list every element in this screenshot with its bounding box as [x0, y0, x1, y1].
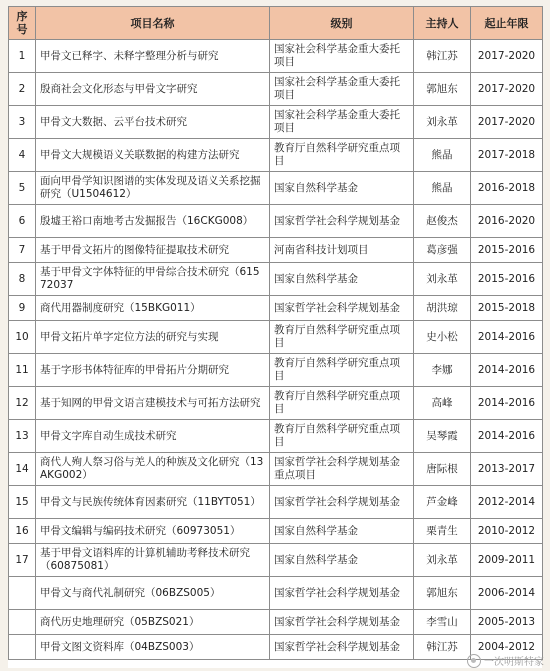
cell-years: 2014-2016 — [471, 354, 543, 387]
cell-host: 郭旭东 — [414, 73, 471, 106]
header-no: 序号 — [9, 7, 36, 40]
cell-project-name: 基于知网的甲骨文语言建模技术与可拓方法研究 — [36, 387, 270, 420]
cell-years: 2017-2020 — [471, 40, 543, 73]
cell-level: 教育厅自然科学研究重点项目 — [270, 139, 414, 172]
cell-years: 2016-2020 — [471, 205, 543, 238]
cell-years: 2005-2013 — [471, 610, 543, 635]
cell-years: 2014-2016 — [471, 420, 543, 453]
cell-years: 2014-2016 — [471, 387, 543, 420]
cell-project-name: 甲骨文编辑与编码技术研究（60973051） — [36, 519, 270, 544]
cell-project-name: 基于甲骨文字体特征的甲骨综合技术研究（61572037 — [36, 263, 270, 296]
cell-project-name: 基于甲骨文拓片的图像特征提取技术研究 — [36, 238, 270, 263]
cell-no: 7 — [9, 238, 36, 263]
cell-level: 教育厅自然科学研究重点项目 — [270, 321, 414, 354]
table-row — [9, 610, 543, 635]
cell-years: 2015-2018 — [471, 296, 543, 321]
watermark — [467, 653, 544, 668]
cell-project-name: 甲骨文与商代礼制研究（06BZS005） — [36, 577, 270, 610]
cell-host: 熊晶 — [414, 139, 471, 172]
cell-level: 教育厅自然科学研究重点项目 — [270, 387, 414, 420]
cell-project-name: 甲骨文大数据、云平台技术研究 — [36, 106, 270, 139]
cell-host: 栗青生 — [414, 519, 471, 544]
project-sheet — [8, 6, 542, 668]
cell-years: 2015-2016 — [471, 263, 543, 296]
cell-no: 3 — [9, 106, 36, 139]
cell-project-name: 甲骨文字库自动生成技术研究 — [36, 420, 270, 453]
cell-host: 吴琴霞 — [414, 420, 471, 453]
cell-host: 葛彦强 — [414, 238, 471, 263]
cell-years: 2016-2018 — [471, 172, 543, 205]
cell-no: 14 — [9, 453, 36, 486]
cell-project-name: 殷墟王裕口南地考古发掘报告（16CKG008） — [36, 205, 270, 238]
cell-project-name: 甲骨文大规模语义关联数据的构建方法研究 — [36, 139, 270, 172]
cell-no: 9 — [9, 296, 36, 321]
header-row — [9, 7, 543, 40]
table-row — [9, 486, 543, 519]
cell-project-name: 甲骨文图文资料库（04BZS003） — [36, 635, 270, 660]
cell-no: 1 — [9, 40, 36, 73]
cell-years: 2017-2020 — [471, 106, 543, 139]
table-row — [9, 519, 543, 544]
cell-no: 11 — [9, 354, 36, 387]
cell-years: 2017-2018 — [471, 139, 543, 172]
cell-project-name: 殷商社会文化形态与甲骨文字研究 — [36, 73, 270, 106]
cell-no: 5 — [9, 172, 36, 205]
cell-no: 6 — [9, 205, 36, 238]
table-row — [9, 205, 543, 238]
cell-host: 韩江苏 — [414, 40, 471, 73]
header-host: 主持人 — [414, 7, 471, 40]
cell-host: 郭旭东 — [414, 577, 471, 610]
cell-host: 韩江苏 — [414, 635, 471, 660]
cell-no: 2 — [9, 73, 36, 106]
cell-level: 国家哲学社会科学规划基金 — [270, 296, 414, 321]
cell-no: 17 — [9, 544, 36, 577]
cell-project-name: 商代用器制度研究（15BKG011） — [36, 296, 270, 321]
cell-no: 15 — [9, 486, 36, 519]
cell-years: 2006-2014 — [471, 577, 543, 610]
cell-host: 胡洪琼 — [414, 296, 471, 321]
cell-project-name: 商代历史地理研究（05BZS021） — [36, 610, 270, 635]
cell-level: 国家自然科学基金 — [270, 519, 414, 544]
cell-level: 国家社会科学基金重大委托项目 — [270, 40, 414, 73]
cell-years: 2012-2014 — [471, 486, 543, 519]
cell-level: 国家自然科学基金 — [270, 544, 414, 577]
table-row — [9, 544, 543, 577]
cell-project-name: 甲骨文与民族传统体育因素研究（11BYT051） — [36, 486, 270, 519]
table-row — [9, 238, 543, 263]
cell-project-name: 基于甲骨文语料库的计算机辅助考释技术研究（60875081） — [36, 544, 270, 577]
cell-level: 教育厅自然科学研究重点项目 — [270, 354, 414, 387]
table-row — [9, 420, 543, 453]
cell-no — [9, 635, 36, 660]
cell-level: 国家哲学社会科学规划基金重点项目 — [270, 453, 414, 486]
watermark-text: 一次明斯特家 — [484, 657, 544, 668]
table-row — [9, 354, 543, 387]
table-row — [9, 106, 543, 139]
cell-host: 唐际根 — [414, 453, 471, 486]
cell-no: 10 — [9, 321, 36, 354]
cell-level: 国家自然科学基金 — [270, 263, 414, 296]
project-table — [8, 6, 543, 660]
cell-level: 国家哲学社会科学规划基金 — [270, 635, 414, 660]
cell-host: 刘永革 — [414, 106, 471, 139]
cell-project-name: 商代人殉人祭习俗与羌人的种族及文化研究（13AKG002） — [36, 453, 270, 486]
header-project-name: 项目名称 — [36, 7, 270, 40]
cell-host: 史小松 — [414, 321, 471, 354]
table-row — [9, 387, 543, 420]
table-row — [9, 635, 543, 660]
cell-level: 国家哲学社会科学规划基金 — [270, 205, 414, 238]
table-row — [9, 321, 543, 354]
cell-project-name: 甲骨文拓片单字定位方法的研究与实现 — [36, 321, 270, 354]
table-row — [9, 73, 543, 106]
header-level: 级别 — [270, 7, 414, 40]
cell-no — [9, 610, 36, 635]
cell-host: 李雪山 — [414, 610, 471, 635]
wechat-icon — [467, 654, 481, 668]
cell-no: 4 — [9, 139, 36, 172]
cell-host: 高峰 — [414, 387, 471, 420]
cell-level: 国家哲学社会科学规划基金 — [270, 486, 414, 519]
cell-years: 2010-2012 — [471, 519, 543, 544]
cell-no: 13 — [9, 420, 36, 453]
cell-no — [9, 577, 36, 610]
cell-host: 赵俊杰 — [414, 205, 471, 238]
cell-no: 12 — [9, 387, 36, 420]
cell-host: 刘永革 — [414, 544, 471, 577]
table-row — [9, 577, 543, 610]
table-row — [9, 296, 543, 321]
cell-years: 2013-2017 — [471, 453, 543, 486]
table-row — [9, 139, 543, 172]
cell-host: 李娜 — [414, 354, 471, 387]
cell-project-name: 面向甲骨学知识图谱的实体发现及语义关系挖掘研究（U1504612） — [36, 172, 270, 205]
cell-no: 16 — [9, 519, 36, 544]
cell-level: 国家社会科学基金重大委托项目 — [270, 73, 414, 106]
cell-host: 熊晶 — [414, 172, 471, 205]
table-row — [9, 40, 543, 73]
cell-project-name: 基于字形书体特征库的甲骨拓片分期研究 — [36, 354, 270, 387]
cell-no: 8 — [9, 263, 36, 296]
cell-level: 国家哲学社会科学规划基金 — [270, 610, 414, 635]
table-row — [9, 263, 543, 296]
cell-years: 2009-2011 — [471, 544, 543, 577]
cell-level: 国家自然科学基金 — [270, 172, 414, 205]
cell-host: 芦金峰 — [414, 486, 471, 519]
cell-level: 国家社会科学基金重大委托项目 — [270, 106, 414, 139]
cell-level: 教育厅自然科学研究重点项目 — [270, 420, 414, 453]
header-years: 起止年限 — [471, 7, 543, 40]
cell-project-name: 甲骨文已释字、未释字整理分析与研究 — [36, 40, 270, 73]
cell-years: 2014-2016 — [471, 321, 543, 354]
cell-level: 国家哲学社会科学规划基金 — [270, 577, 414, 610]
cell-years: 2004-2012 — [471, 635, 543, 660]
cell-level: 河南省科技计划项目 — [270, 238, 414, 263]
table-row — [9, 453, 543, 486]
cell-years: 2017-2020 — [471, 73, 543, 106]
cell-host: 刘永革 — [414, 263, 471, 296]
table-row — [9, 172, 543, 205]
cell-years: 2015-2016 — [471, 238, 543, 263]
